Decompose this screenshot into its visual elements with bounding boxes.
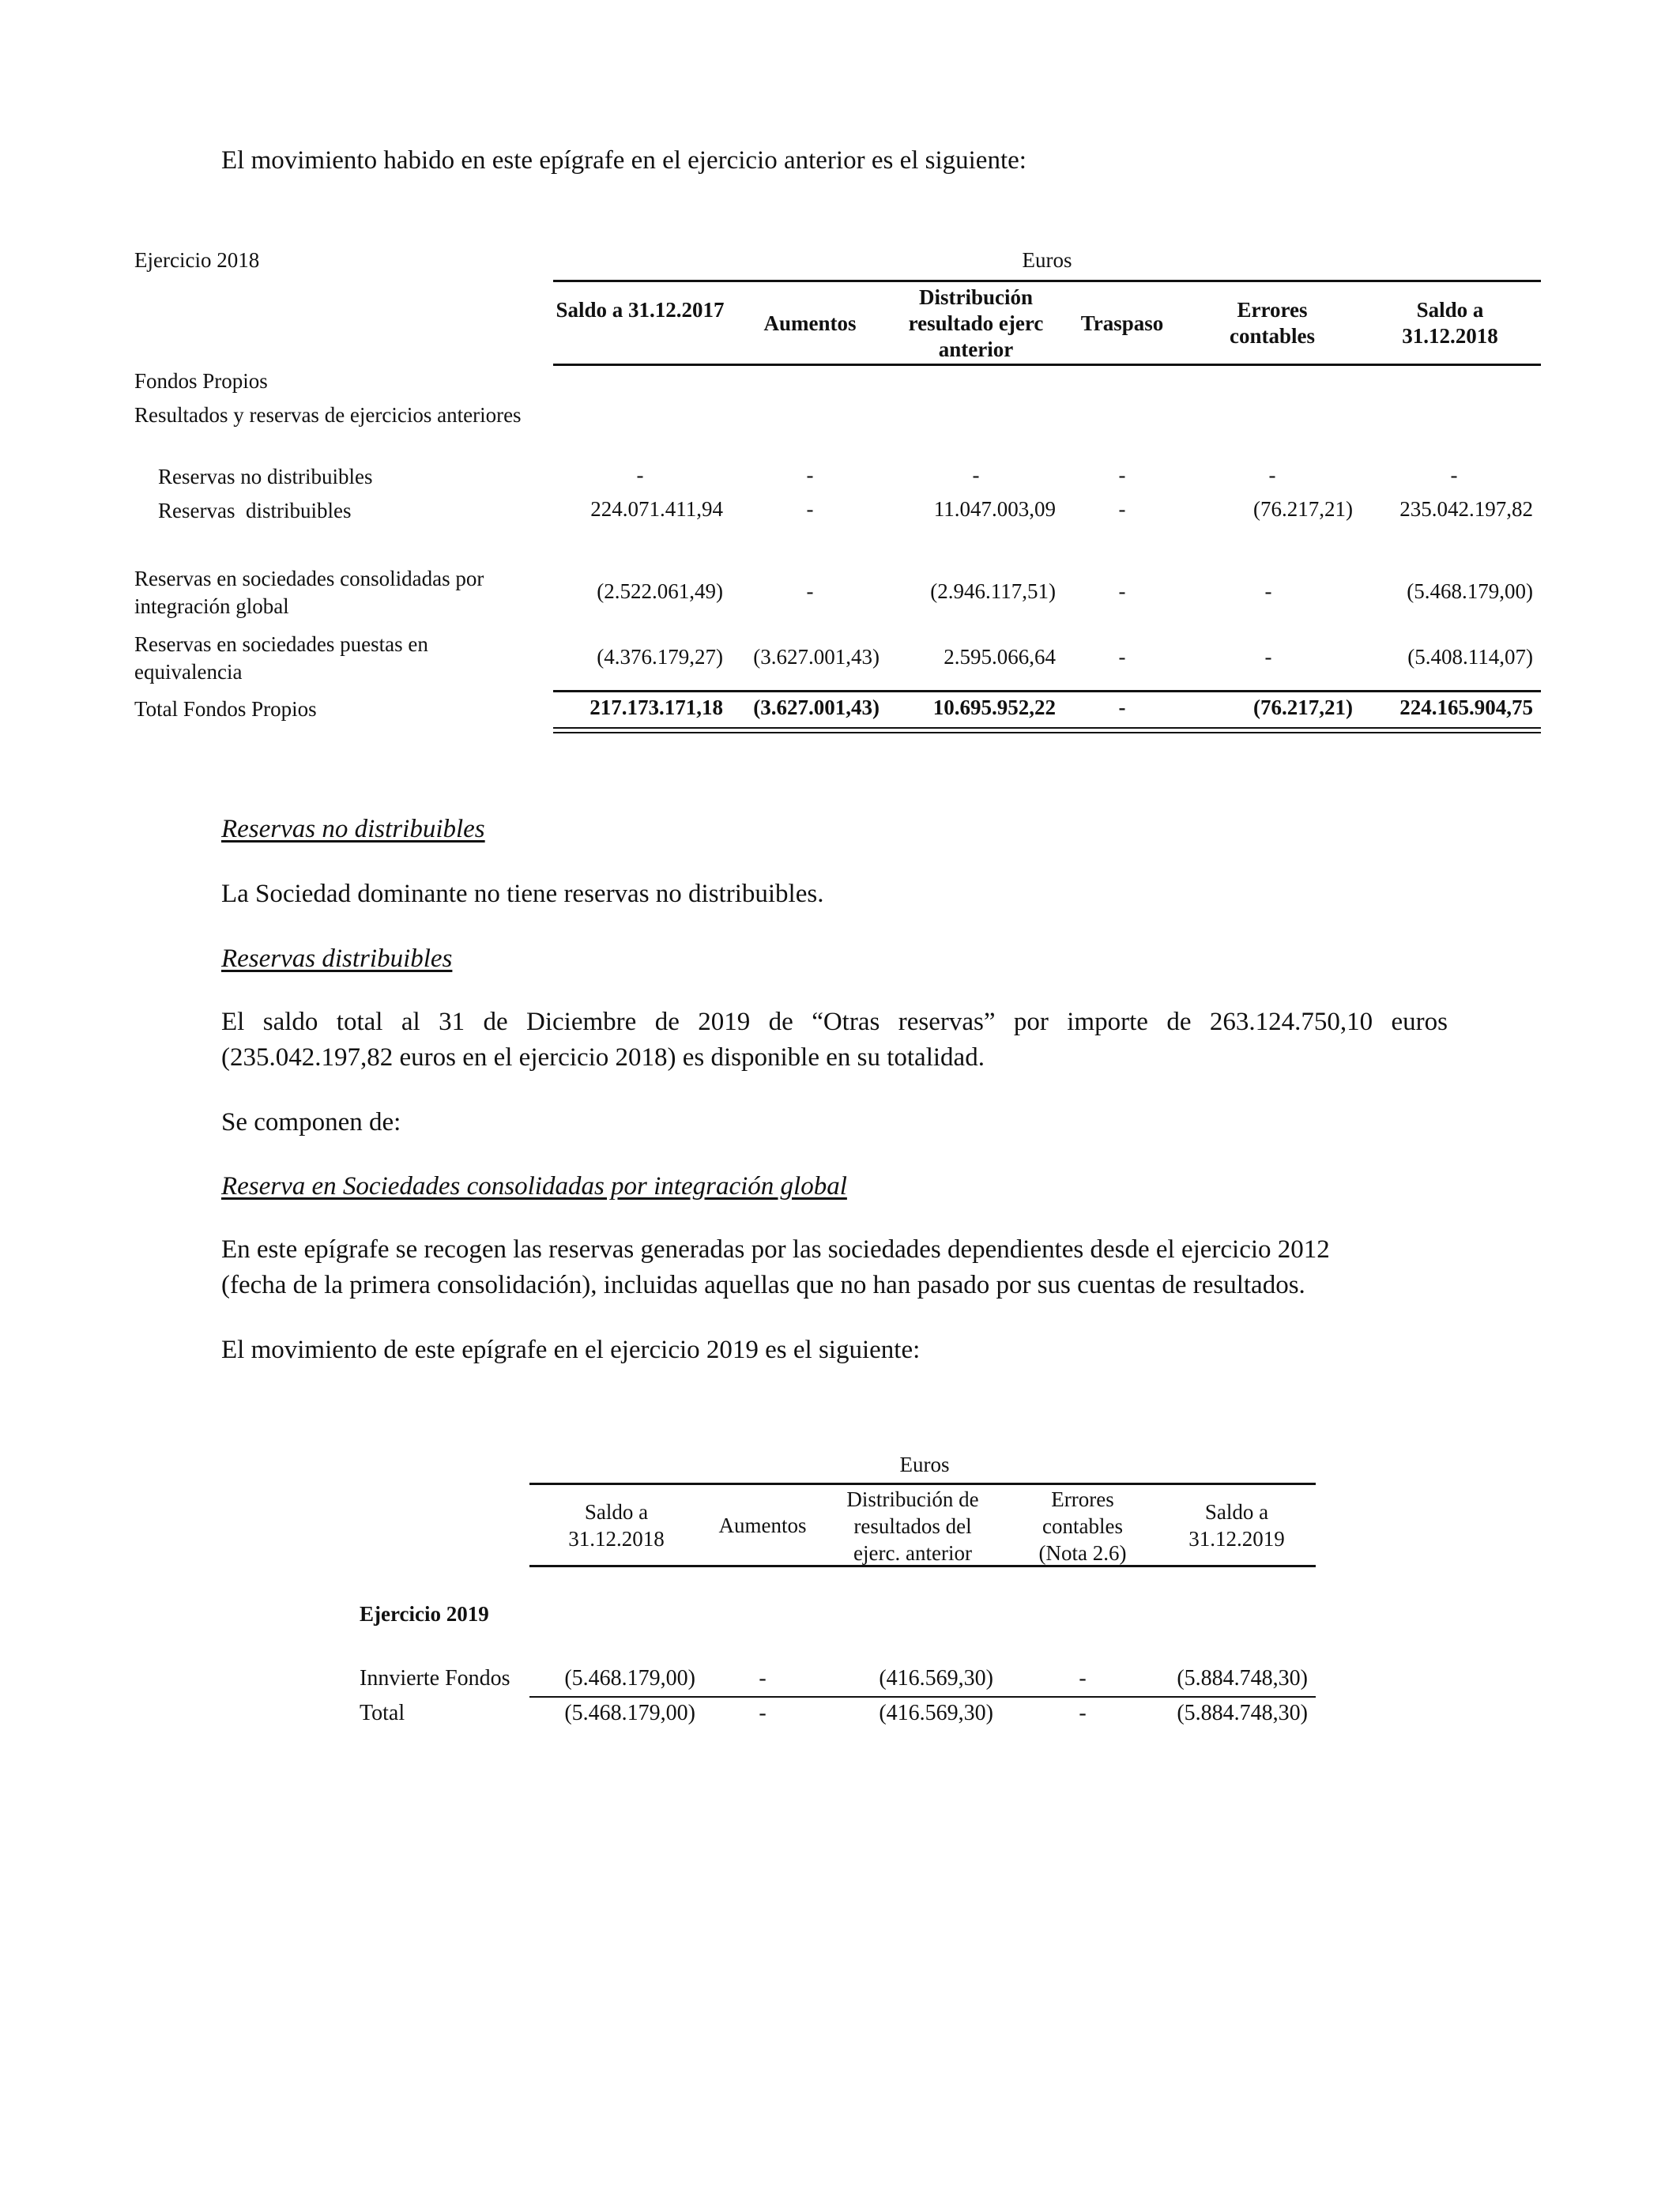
table1-group-label: Resultados y reservas de ejercicios anteriores [134, 403, 522, 427]
table2-cell: (5.468.179,00) [564, 1701, 695, 1725]
table2-cell: (416.569,30) [879, 1666, 993, 1691]
table1-cell: (76.217,21) [1253, 497, 1353, 521]
paragraph-epigrafe-line2: (fecha de la primera consolidación), incluidas aquellas que no han pasado por sus cuentas de resultados. [221, 1271, 1305, 1299]
table1-row-label: Reservas en sociedades puestas en equivalencia [134, 632, 428, 684]
table2-col-saldo-2019: Saldo a 31.12.2019 [1188, 1500, 1285, 1551]
table1-total-cell: (3.627.001,43) [753, 696, 880, 719]
table1-total-cell: 224.165.904,75 [1399, 696, 1533, 719]
table1-cell: 2.595.066,64 [944, 645, 1056, 669]
table2-title: Ejercicio 2019 [360, 1602, 489, 1626]
table2-col-errores: Errores contables (Nota 2.6) [1038, 1487, 1127, 1565]
table1-total-cell: 10.695.952,22 [932, 696, 1056, 719]
table1-currency: Euros [1022, 248, 1072, 272]
table1-double-rule-a [553, 727, 1541, 729]
table1-row-label: Reservas en sociedades consolidadas por integración global [134, 567, 484, 618]
paragraph-epigrafe-line1: En este epígrafe se recogen las reservas generadas por las sociedades dependientes desde el ejercicio 2012 [221, 1235, 1330, 1264]
table2-cell: - [1079, 1701, 1087, 1725]
table1-cell: - [806, 497, 814, 521]
table1-cell: (5.468.179,00) [1407, 579, 1533, 603]
table1-cell: - [1118, 497, 1126, 521]
paragraph-otras-reservas-line2: (235.042.197,82 euros en el ejercicio 2018) es disponible en su totalidad. [221, 1043, 985, 1072]
table2-cell: (5.884.748,30) [1177, 1666, 1308, 1691]
table2-col-aumentos: Aumentos [718, 1514, 807, 1537]
heading-reserva-integracion-global: Reserva en Sociedades consolidadas por integración global [221, 1172, 847, 1201]
table1-col-distribucion: Distribución resultado ejerc anterior [908, 285, 1044, 361]
paragraph-movimiento-2019: El movimiento de este epígrafe en el ejercicio 2019 es el siguiente: [221, 1336, 921, 1364]
table1-cell: - [1118, 645, 1126, 669]
table1-cell: (5.408.114,07) [1407, 645, 1533, 669]
table1-cell: - [1118, 579, 1126, 603]
table1-row-label: Reservas distribuibles [158, 499, 352, 522]
table1-cell: 11.047.003,09 [933, 497, 1056, 521]
table2-cell: (5.884.748,30) [1177, 1701, 1308, 1725]
table1-cell: - [1268, 463, 1276, 487]
table2-row-label: Total [360, 1701, 405, 1725]
table1-double-rule-b [553, 732, 1541, 733]
table2-header-top-rule [529, 1483, 1316, 1485]
table1-cell: - [1264, 645, 1272, 669]
table2-col-distribucion: Distribución de resultados del ejerc. anterior [846, 1487, 979, 1565]
table1-cell: - [806, 579, 814, 603]
table1-row-label: Reservas no distribuibles [158, 465, 373, 488]
table1-title: Ejercicio 2018 [134, 248, 260, 272]
table2-cell: (5.468.179,00) [564, 1666, 695, 1691]
table2-col-saldo-2018: Saldo a 31.12.2018 [568, 1500, 665, 1551]
table2-currency: Euros [899, 1453, 950, 1476]
table1-section-fondos-propios: Fondos Propios [134, 369, 268, 393]
intro-paragraph: El movimiento habido en este epígrafe en el ejercicio anterior es el siguiente: [221, 146, 1026, 175]
table1-total-cell: (76.217,21) [1253, 696, 1353, 719]
table2-cell: - [759, 1666, 767, 1691]
table1-cell: - [1118, 463, 1126, 487]
table2-row-label: Innvierte Fondos [360, 1666, 510, 1691]
table1-cell: 224.071.411,94 [590, 497, 723, 521]
heading-reservas-no-distribuibles: Reservas no distribuibles [221, 815, 485, 843]
table1-header-bottom-rule [553, 364, 1541, 366]
table1-cell: - [972, 463, 980, 487]
heading-reservas-distribuibles: Reservas distribuibles [221, 944, 453, 973]
table1-col-aumentos: Aumentos [763, 311, 857, 335]
table1-col-traspaso: Traspaso [1080, 311, 1164, 335]
table1-cell: (4.376.179,27) [597, 645, 723, 669]
table1-total-cell: 217.173.171,18 [590, 696, 723, 719]
table1-cell: - [1264, 579, 1272, 603]
table1-cell: - [636, 463, 644, 487]
table1-col-errores: Errores contables [1230, 298, 1315, 348]
table2-cell: - [1079, 1666, 1087, 1691]
table1-header-top-rule [553, 280, 1541, 282]
table1-cell: (2.946.117,51) [930, 579, 1056, 603]
paragraph-no-distribuibles: La Sociedad dominante no tiene reservas no distribuibles. [221, 880, 824, 908]
table1-col-saldo-2017: Saldo a 31.12.2017 [556, 298, 725, 322]
table2-row-rule [529, 1696, 1316, 1698]
table1-cell: - [1450, 463, 1458, 487]
table1-total-cell: - [1118, 696, 1126, 719]
table1-total-top-rule [553, 690, 1541, 692]
table2-cell: - [759, 1701, 767, 1725]
paragraph-otras-reservas-line1: El saldo total al 31 de Diciembre de 2019 de “Otras reservas” por importe de 263.124.750,10 euros [221, 1008, 1448, 1036]
table1-cell: - [806, 463, 814, 487]
paragraph-se-componen: Se componen de: [221, 1108, 401, 1137]
table1-col-saldo-2018: Saldo a 31.12.2018 [1402, 298, 1498, 348]
table1-cell: 235.042.197,82 [1399, 497, 1533, 521]
table1-cell: (2.522.061,49) [597, 579, 723, 603]
table1-cell: (3.627.001,43) [753, 645, 880, 669]
table1-total-label: Total Fondos Propios [134, 697, 317, 721]
table2-header-bottom-rule [529, 1565, 1316, 1567]
table2-cell: (416.569,30) [879, 1701, 993, 1725]
